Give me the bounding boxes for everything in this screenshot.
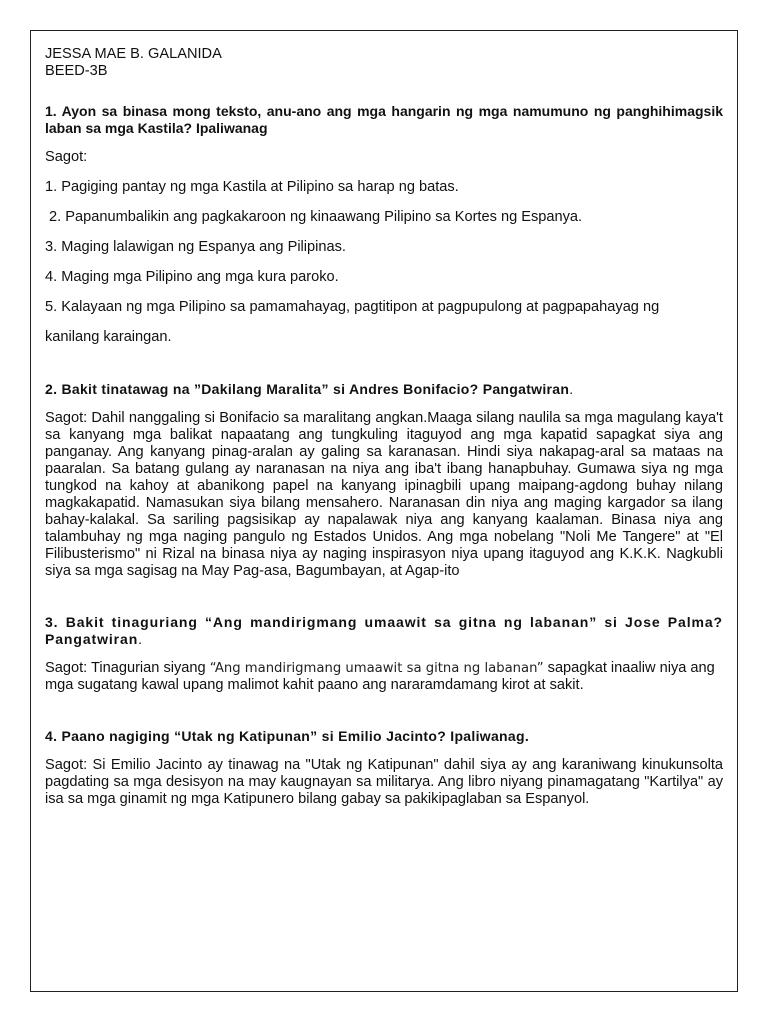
student-name: JESSA MAE B. GALANIDA	[45, 46, 222, 62]
question-4: 4. Paano nagiging “Utak ng Katipunan” si Emilio Jacinto? Ipaliwanag.	[45, 728, 530, 744]
student-section: BEED-3B	[45, 63, 108, 79]
answer-4: Sagot: Si Emilio Jacinto ay tinawag na "Utak ng Katipunan" dahil siya ay ang karaniwang kinukunsolta pagdating sa mga desisyon na may kaugnayan sa militarya. Ang libro niyang pinamagatang "Kartilya" ay isa sa mga ginamit ng mga Katipunero bilang gabay sa pakikipaglaban sa Espanyol.	[45, 757, 723, 807]
document-body	[45, 46, 723, 808]
question-2-end: .	[569, 381, 574, 397]
answer-1-item-2: 2. Papanumbalikin ang pagkakaroon ng kinaawang Pilipino sa Kortes ng Espanya.	[45, 209, 583, 225]
answer-1-item-4: 4. Maging mga Pilipino ang mga kura paroko.	[45, 269, 339, 285]
question-3	[45, 614, 723, 648]
answer-3-suffix: sapagkat inaaliw niya ang mga sugatang kawal upang malimot kahit paano ang nararamdamang kirot at sakit.	[45, 660, 715, 693]
answer-1-item-5-cont: kanilang karaingan.	[45, 329, 172, 345]
answer-1-item-5: 5. Kalayaan ng mga Pilipino sa pamamahayag, pagtitipon at pagpupulong at pagpapahayag ng	[45, 299, 660, 315]
answer-3-quote: “Ang mandirigmang umaawit sa gitna ng labanan”	[209, 661, 544, 676]
question-2-text: 2. Bakit tinatawag na ”Dakilang Maralita” si Andres Bonifacio? Pangatwiran	[45, 381, 570, 397]
question-1: 1. Ayon sa binasa mong teksto, anu-ano ang mga hangarin ng mga namumuno ng panghihimagsik laban sa mga Kastila? Ipaliwanag	[45, 103, 723, 136]
answer-1-item-3: 3. Maging lalawigan ng Espanya ang Pilipinas.	[45, 239, 346, 255]
answer-3	[45, 660, 723, 694]
answer-1-item-1: 1. Pagiging pantay ng mga Kastila at Pilipino sa harap ng batas.	[45, 179, 459, 195]
answer-3-prefix: Sagot: Tinagurian siyang	[45, 660, 210, 676]
answer-1-label: Sagot:	[45, 149, 88, 165]
answer-2: Sagot: Dahil nanggaling si Bonifacio sa maralitang angkan.Maaga silang naulila sa mga magulang kaya't sa kanyang mga balikat napaatang ang tungkuling itaguyod ang mga kapatid sapagkat siya ang panganay. Ang kanyang pinag-aralan ay galing sa karanasan. Hindi siya nakapag-aral sa mataas na paaralan. Sa batang gulang ay naranasan na niya ang iba't ibang hanapbuhay. Gumawa siya ng mga tungkod na kahoy at abanikong papel na kanyang ipinagbili upang maipang-agdong buhay nilang magkakapatid. Namasukan siya bilang mensahero. Naranasan din niya ang maging kargador sa ilang bahay-kalakal. Sa sariling pagsisikap ay napalawak niya ang kanyang kaalaman. Binasa niya ang talambuhay ng mga naging pangulo ng Estados Unidos. Ang mga nobelang "Noli Me Tangere" at "El Filibusterismo" ni Rizal na binasa niya ay naging inspirasyon niya upang itaguyod ang K.K.K. Nagkubli siya sa mga sagisag na May Pag-asa, Bagumbayan, at Agap-ito	[45, 410, 723, 579]
question-3-end: .	[138, 631, 143, 647]
question-3-text: 3. Bakit tinaguriang “Ang mandirigmang umaawit sa gitna ng labanan” si Jose Palma? Pangatwiran	[45, 614, 723, 647]
question-2	[45, 381, 723, 398]
